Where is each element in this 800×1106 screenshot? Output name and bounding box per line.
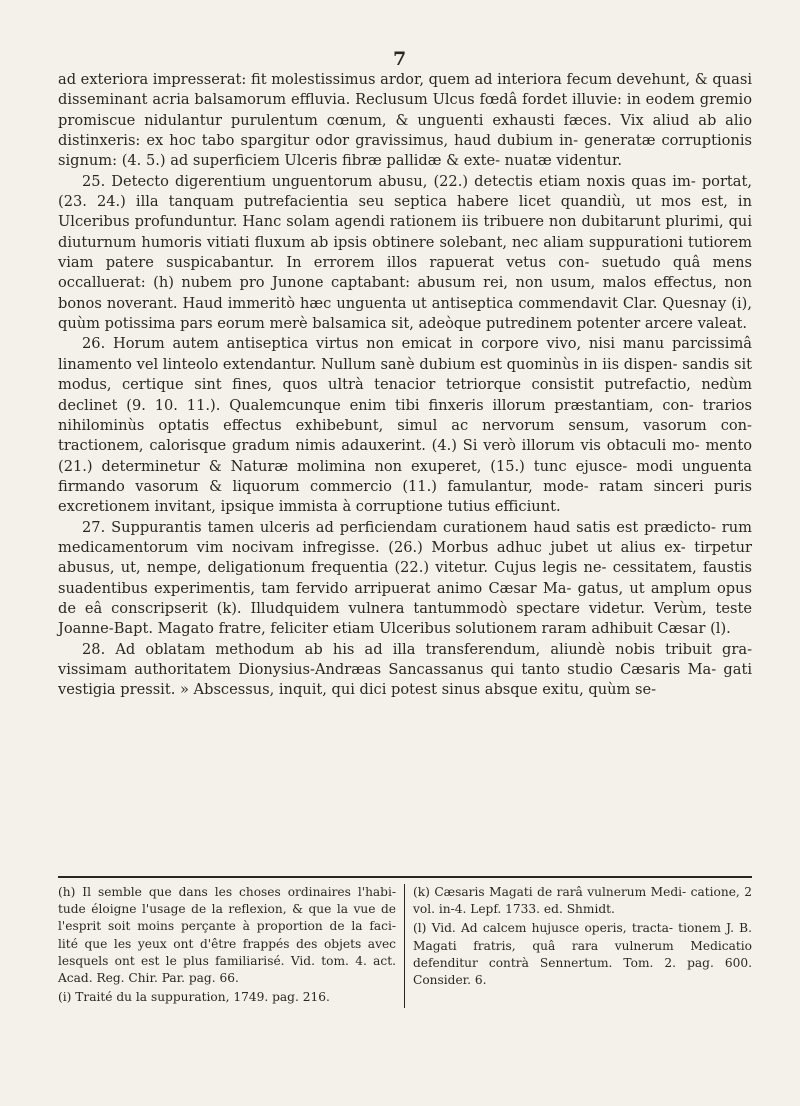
paragraph-27: 27. Suppurantis tamen ulceris ad perficiendam curationem haud satis est prædicto- rum medicamentorum vim nocivam infregisse. (26.) Morbus adhuc jubet ut alius ex- tirpetur abusus, ut, nempe, deligationum frequentia (22.) vitetur. Cujus legis ne- cessitatem, faustis suadentibus experimentis, tam fervido arripuerat animo Cæsar Ma- gatus, ut amplum opus de eâ conscripserit (k). Illudquidem vulnera tantummodò spectare videtur. Verùm, teste Joanne-Bapt. Magato fratre, feliciter etiam Ulceribus solutionem raram adhibuit Cæsar (l). [58,518,752,638]
footnote-divider [58,876,752,878]
footnotes [58,884,752,1008]
footnotes-right-column [405,884,752,1008]
paragraph-26: 26. Horum autem antiseptica virtus non emicat in corpore vivo, nisi manu parcissimâ linamento vel linteolo extendantur. Nullum sanè dubium est quominùs in iis dispen- sandis sit modus, certique sint fines, quos ultrà tenacior tetriorque consistit putrefactio, nedùm declinet (9. 10. 11.). Qualemcunque enim tibi finxeris illorum præstantiam, con- trarios nihilominùs optatis effectus exhibebunt, simul ac nervorum sensum, vasorum con- tractionem, calorisque gradum nimis adauxerint. (4.) Si verò illorum vis obtaculi mo- mento (21.) determinetur & Naturæ molimina non exuperet, (15.) tunc ejusce- modi unguenta firmando vasorum & liquorum commercio (11.) famulantur, mode- ratam sinceri puris excretionem invitant, ipsique immista à corruptione tutius efficiunt. [58,335,752,516]
footnote-h: (h) Il semble que dans les choses ordinaires l'habi- tude éloigne l'usage de la reflexion, & que la vue de l'esprit soit moins perçante à proportion de la faci- lité que les yeux ont d'être frappés des objets avec lesquels ont est le plus familiarisé. Vid. tom. 4. act. Acad. Reg. Chir. Par. pag. 66. [58,885,396,986]
page-number: 7 [393,48,407,70]
footnotes-left-column [58,884,405,1008]
main-text [58,70,752,701]
paragraph-continuation: ad exteriora impresserat: fit molestissimus ardor, quem ad interiora fecum devehunt, & quasi disseminant acria balsamorum effluvia. Reclusum Ulcus fœdâ fordet illuvie: in eodem gremio promiscue nidulantur purulentum cœnum, & unguenti exhausti fæces. Vix aliud ab alio distinxeris: ex hoc tabo spargitur odor gravissimus, haud dubium in- generatæ corruptionis signum: (4. 5.) ad superficiem Ulceris fibræ pallidæ & exte- nuatæ videntur. [58,71,752,170]
footnote-k: (k) Cæsaris Magati de rarâ vulnerum Medi- catione, 2 vol. in-4. Lepf. 1733. ed. Shmidt. [413,885,752,917]
footnote-l: (l) Vid. Ad calcem hujusce operis, tracta- tionem J. B. Magati fratris, quâ rara vulnerum Medicatio defenditur contrà Sennertum. Tom. 2. pag. 600. Consider. 6. [413,921,752,988]
paragraph-28: 28. Ad oblatam methodum ab his ad illa transferendum, aliundè nobis tribuit gra- vissimam authoritatem Dionysius-Andræas Sancassanus qui tanto studio Cæsaris Ma- gati vestigia pressit. » Abscessus, inquit, qui dici potest sinus absque exitu, quùm se- [58,640,752,699]
paragraph-25: 25. Detecto digerentium unguentorum abusu, (22.) detectis etiam noxis quas im- portat, (23. 24.) illa tanquam putrefacientia seu septica habere licet quandiù, ut mos est, in Ulceribus profunduntur. Hanc solam agendi rationem iis tribuere non dubitarunt plurimi, qui diuturnum humoris vitiati fluxum ab ipsis obtinere solebant, nec aliam suppurationi tutiorem viam patere suspicabantur. In errorem illos rapuerat vetus con- suetudo quâ mens occalluerat: (h) nubem pro Junone captabant: abusum rei, non usum, malos effectus, non bonos noverant. Haud immeritò hæc unguenta ut antiseptica commendavit Clar. Quesnay (i), quùm potissima pars eorum merè balsamica sit, adeòque putredinem potenter arcere valeat. [58,172,752,333]
footnote-i: (i) Traité du la suppuration, 1749. pag. 216. [58,990,330,1005]
